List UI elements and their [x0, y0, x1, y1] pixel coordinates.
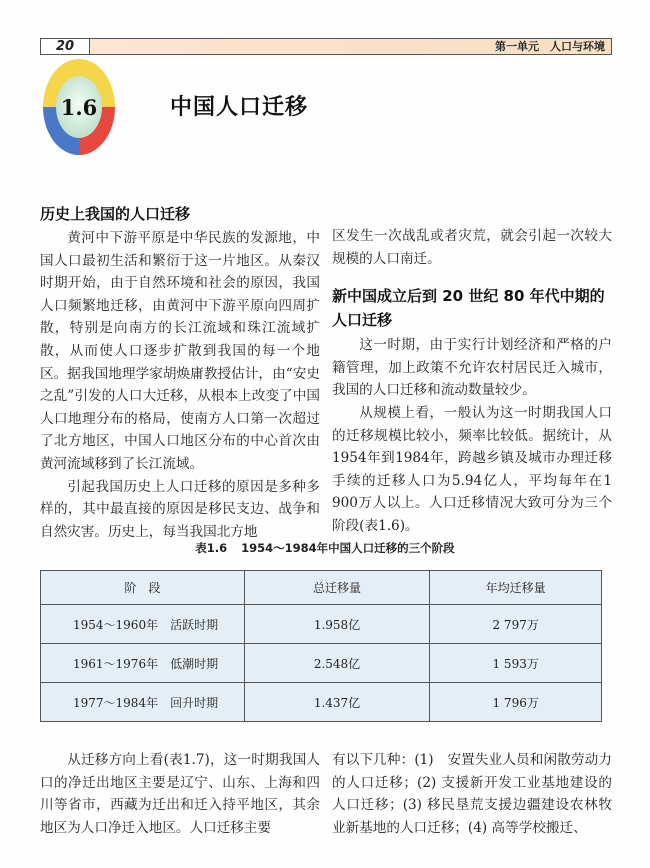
paragraph: 从规模上看，一般认为这一时期我国人口的迁移规模比较小，频率比较低。据统计，从1954年到1984年，跨越乡镇及城市办理迁移手续的迁移人口为5.94亿人，平均每年在1 900万人以上。人口迁移情况大致可分为三个阶段(表1.6)。: [332, 404, 612, 534]
table-row: [41, 605, 602, 644]
section-number: 1.6: [60, 94, 98, 120]
bottom-right-column: [332, 749, 612, 839]
paragraph: 这一时期，由于实行计划经济和严格的户籍管理，加上政策不允许农村居民迁入城市，我国的人口迁移和流动数量较少。: [332, 337, 612, 399]
left-column: [40, 203, 320, 543]
cell-stage: 1954～1960年 活跃时期: [41, 605, 245, 644]
cell-annual: 1 593万: [430, 644, 602, 683]
column-header-stage: 阶 段: [41, 571, 245, 605]
cell-stage: 1961～1976年 低潮时期: [41, 644, 245, 683]
column-header-annual: 年均迁移量: [430, 571, 602, 605]
running-header: [40, 38, 612, 55]
table-caption-label: 表1.6: [195, 541, 228, 555]
paragraph: 有以下几种：(1) 安置失业人员和闲散劳动力的人口迁移；(2) 支援新开发工业基地建设的人口迁移；(3) 移民垦荒支援边疆建设农林牧业新基地的人口迁移；(4) 高等学校搬迁、: [332, 752, 612, 836]
bottom-left-column: [40, 749, 320, 839]
page-number: 20: [41, 39, 90, 54]
table-row: [41, 683, 602, 722]
section-badge: [42, 58, 116, 156]
cell-total: 1.958亿: [244, 605, 430, 644]
heading-post-1949-migration: 新中国成立后到 20 世纪 80 年代中期的人口迁移: [332, 287, 605, 330]
paragraph: 黄河中下游平原是中华民族的发源地，中国人口最初生活和繁衍于这一片地区。从秦汉时期开始，由于自然环境和社会的原因，我国人口频繁地迁移，由黄河中下游平原向四周扩散，特别是向南方的长江流域和珠江流域扩散，从而使人口逐步扩散到我国的每一个地区。据我国地理学家胡焕庸教授估计，由“安史之乱”引发的人口大迁移，从根本上改变了中国人口地理分布的格局，使南方人口第一次超过了北方地区，中国人口地区分布的中心首次由黄河流域移到了长江流域。: [40, 230, 320, 472]
table-row: [41, 644, 602, 683]
column-header-total: 总迁移量: [244, 571, 430, 605]
cell-total: 2.548亿: [244, 644, 430, 683]
cell-total: 1.437亿: [244, 683, 430, 722]
paragraph: 从迁移方向上看(表1.7)，这一时期我国人口的净迁出地区主要是辽宁、山东、上海和四川等省市，西藏为迁出和迁入持平地区，其余地区为人口净迁入地区。人口迁移主要: [40, 752, 320, 836]
heading-historical-migration: 历史上我国的人口迁移: [40, 205, 191, 223]
cell-stage: 1977～1984年 回升时期: [41, 683, 245, 722]
table-caption-text: 1954～1984年中国人口迁移的三个阶段: [241, 541, 455, 555]
unit-title: 第一单元 人口与环境: [90, 39, 611, 54]
paragraph-continuation: 区发生一次战乱或者灾荒，就会引起一次较大规模的人口南迁。: [332, 228, 612, 267]
table-header-row: [41, 571, 602, 605]
migration-stages-table: [40, 570, 602, 722]
right-column: [332, 225, 612, 538]
section-title: 中国人口迁移: [170, 94, 309, 120]
cell-annual: 1 796万: [430, 683, 602, 722]
cell-annual: 2 797万: [430, 605, 602, 644]
paragraph: 引起我国历史上人口迁移的原因是多种多样的，其中最直接的原因是移民支边、战争和自然灾害。历史上，每当我国北方地: [40, 478, 320, 540]
table-caption: [0, 540, 650, 556]
